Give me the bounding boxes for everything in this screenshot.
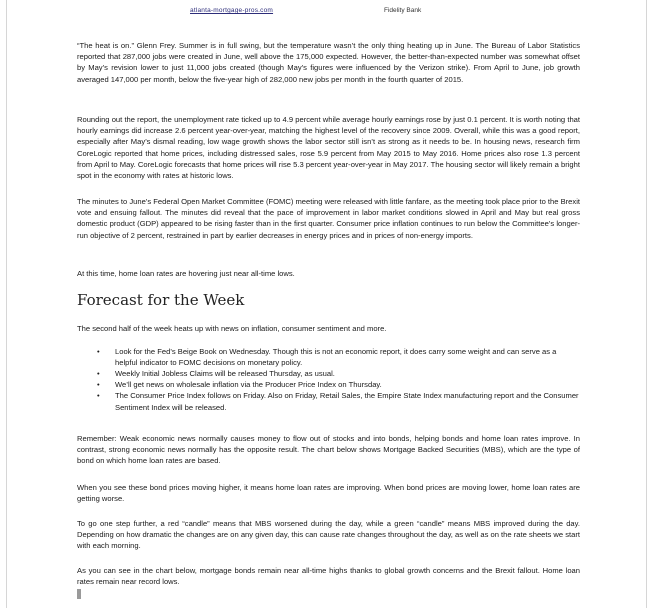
paragraph-remember: Remember: Weak economic news normally causes money to flow out of stocks and into bonds, helping bonds and home loan rates improve. In contrast, strong economic news normally has the opposite result. The chart below shows Mortgage Backed Securities (MBS), which are the type of bond on which home loan rates are based.	[77, 434, 580, 466]
text-cursor-marker	[77, 589, 81, 599]
paragraph-rates-status: At this time, home loan rates are hovering just near all-time lows.	[77, 269, 295, 278]
bullet-text: We’ll get news on wholesale inflation via the Producer Price Index on Thursday.	[115, 380, 382, 390]
paragraph-bond-prices: When you see these bond prices moving higher, it means home loan rates are improving. When bond prices are moving lower, home loan rates are getting worse.	[77, 483, 580, 504]
bullet-icon: •	[97, 380, 100, 390]
forecast-intro: The second half of the week heats up with news on inflation, consumer sentiment and more.	[77, 324, 387, 333]
header-company: Fidelity Bank	[384, 7, 422, 14]
paragraph-chart-intro: As you can see in the chart below, mortgage bonds remain near all-time highs thanks to global growth concerns and the Brexit fallout. Home loan rates remain near record lows.	[77, 566, 580, 587]
paragraph-candles: To go one step further, a red “candle” means that MBS worsened during the day, while a green “candle” means MBS improved during the day. Depending on how dramatic the changes are on any given day, this can cause rate changes throughout the day, as well as on the rate sheets we start with each morning.	[77, 519, 580, 551]
right-margin-line	[646, 0, 647, 608]
paragraph-jobs-report: “The heat is on.” Glenn Frey. Summer is in full swing, but the temperature wasn’t the only thing heating up in June. The Bureau of Labor Statistics reported that 287,000 jobs were created in June, well above the 175,000 expected. However, the better-than-expected number was somewhat offset by May’s revision lower to just 11,000 jobs created (though May’s figures were influenced by the Verizon strike). From April to June, job growth averaged 147,000 per month, below the five-year high of 282,000 new jobs per month in the fourth quarter of 2015.	[77, 41, 580, 84]
bullet-icon: •	[97, 347, 100, 356]
bullet-text: The Consumer Price Index follows on Friday. Also on Friday, Retail Sales, the Empire State Index manufacturing report and the Consumer Sentiment Index will be released.	[115, 391, 579, 412]
left-margin-line	[6, 0, 7, 608]
bullet-text: Look for the Fed’s Beige Book on Wednesday. Though this is not an economic report, it does carry some weight and can serve as a helpful indicator to FOMC decisions on monetary policy.	[115, 347, 557, 368]
forecast-heading: Forecast for the Week	[77, 291, 245, 309]
bullet-text: Weekly Initial Jobless Claims will be released Thursday, as usual.	[115, 369, 335, 378]
header-site-link[interactable]: atlanta-mortgage-pros.com	[190, 7, 274, 14]
list-item	[77, 390, 580, 412]
bullet-icon: •	[97, 391, 100, 401]
list-item	[77, 379, 580, 390]
paragraph-fomc-minutes: The minutes to June’s Federal Open Market Committee (FOMC) meeting were released with little fanfare, as the meeting took place prior to the Brexit vote and ensuing fallout. The minutes did reveal that the pace of improvement in labor market conditions slowed in April and May but real gross domestic product (GDP) appeared to be rising faster than in the first quarter. Consumer price inflation continues to run below the Committee’s longer-run objective of 2 percent, restrained in part by earlier decreases in energy prices and in prices of non-energy imports.	[77, 197, 580, 240]
forecast-bullet-list	[77, 346, 580, 413]
list-item	[77, 368, 580, 379]
bullet-icon: •	[97, 369, 100, 378]
list-item	[77, 346, 580, 368]
paragraph-unemployment-housing: Rounding out the report, the unemployment rate ticked up to 4.9 percent while average hourly earnings rose by just 0.1 percent. It is worth noting that hourly earnings did increase 2.6 percent year-over-year, matching the highest level of the recovery since 2009. Overall, while this was a good report, especially after May’s dismal reading, low wage growth shows the labor sector still isn’t as strong as it needs to be. In housing news, research firm CoreLogic reported that home prices, including distressed sales, rose 5.9 percent from May 2015 to May 2016. Home prices also rose 1.3 percent from April to May. CoreLogic forecasts that home prices will rise 5.3 percent year-over-year in May 2017. The housing sector will likely remain a bright spot in the economy with rates at historic lows.	[77, 115, 580, 181]
